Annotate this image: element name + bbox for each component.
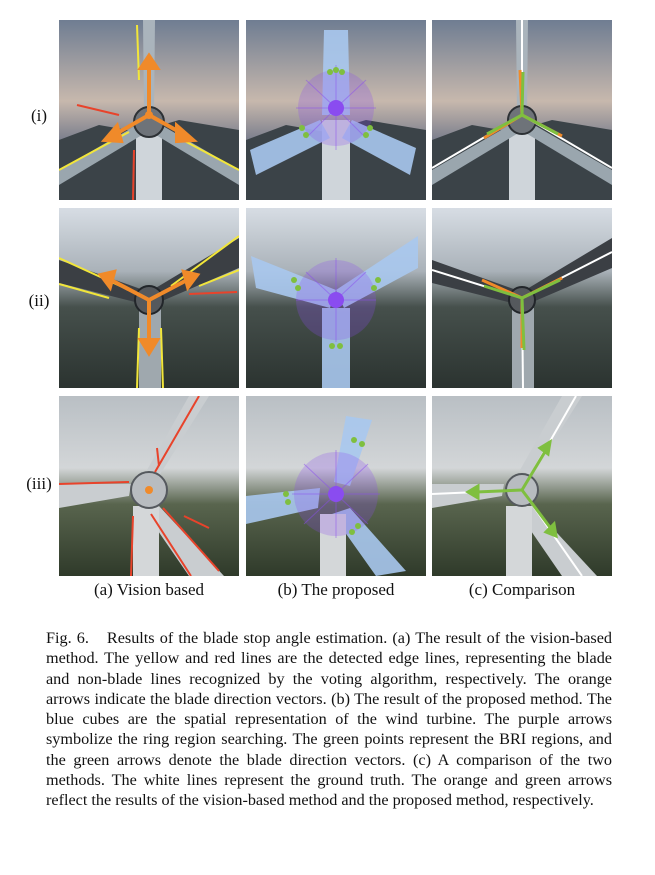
figure-number: Fig. 6. <box>46 629 89 647</box>
panel-i-vision-based <box>59 20 239 200</box>
panel-i-proposed <box>246 20 426 200</box>
column-label-comparison: (c) Comparison <box>468 580 576 599</box>
figure-caption <box>46 628 612 811</box>
panel-ii-proposed <box>246 208 426 388</box>
row-label-iii: (iii) <box>26 474 52 493</box>
panel-iii-vision-based <box>59 396 239 576</box>
column-label-proposed: (b) The proposed <box>277 580 395 599</box>
panel-i-comparison <box>432 20 612 200</box>
row-label-i: (i) <box>30 106 48 125</box>
panel-ii-comparison <box>432 208 612 388</box>
panel-ii-vision-based <box>59 208 239 388</box>
panel-iii-comparison <box>432 396 612 576</box>
row-label-ii: (ii) <box>28 291 50 310</box>
panel-iii-proposed <box>246 396 426 576</box>
caption-text: Results of the blade stop angle estimation. (a) The result of the vision-based method. The yellow and red lines are the detected edge lines, representing the blade and non-blade lines recognized by the voting algorithm, respectively. The orange arrows indicate the blade direction vectors. (b) The result of the proposed method. The blue cubes are the spatial representation of the wind turbine. The purple arrows symbolize the ring region searching. The green points represent the BRI regions, and the green arrows denote the blade direction vectors. (c) A comparison of the two methods. The white lines represent the ground truth. The orange and green arrows reflect the results of the vision-based method and the proposed method, respectively. <box>46 629 612 810</box>
column-label-vision-based: (a) Vision based <box>93 580 205 599</box>
